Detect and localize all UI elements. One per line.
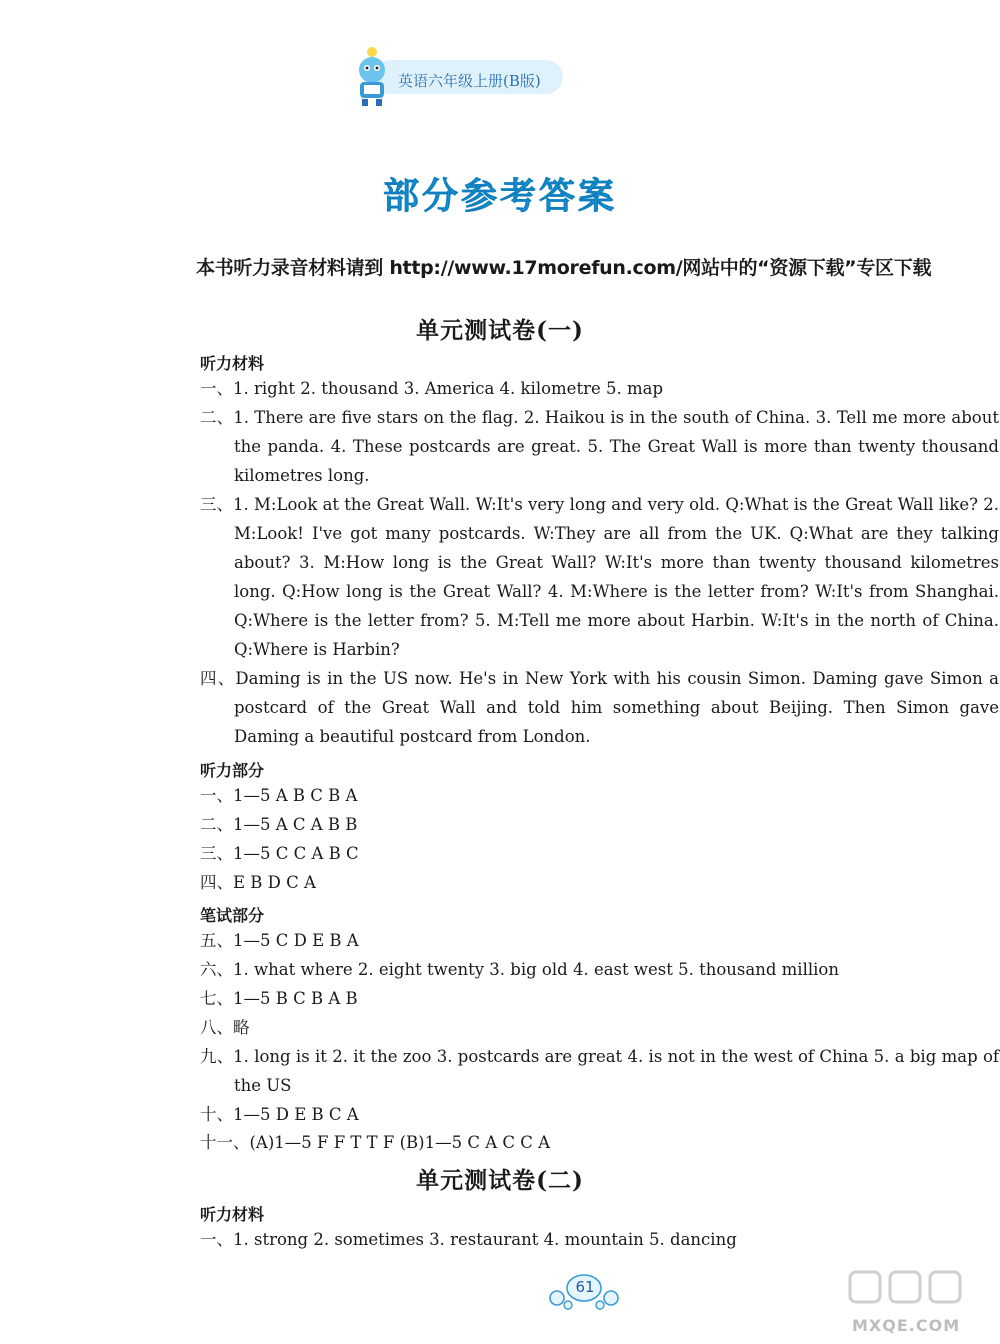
unit1-wp-item-11: 十一、(A)1—5 F F T T F (B)1—5 C A C C A (200, 1133, 551, 1152)
unit1-lp-item-3: 三、1—5 C C A B C (200, 844, 359, 863)
unit2-lm-item-1: 一、1. strong 2. sometimes 3. restaurant 4. mountain 5. dancing (200, 1230, 737, 1249)
unit1-lp-item-1: 一、1—5 A B C B A (200, 786, 358, 805)
unit1-lm-item-3: 三、1. M:Look at the Great Wall. W:It's very long and very old. Q:What is the Great Wall like? 2. M:Look! I've got many postcards. W:They are all from the UK. Q:What are they talking about? 3. M:How long is the Great Wall? W:It's more than twenty thousand kilometres long. Q:How long is the Great Wall? 4. M:Where is the letter from? W:It's from Shanghai. Q:Where is the letter from? 5. M:Tell me more about Harbin. W:It's in the north of China. Q:Where is Harbin? (200, 495, 999, 659)
unit1-lm-item-1: 一、1. right 2. thousand 3. America 4. kilometre 5. map (200, 379, 664, 398)
unit1-title: 单元测试卷(一) (416, 317, 584, 344)
unit1-wp-item-6: 六、1. what where 2. eight twenty 3. big old 4. east west 5. thousand million (200, 960, 839, 979)
page-number: 61 (575, 1278, 595, 1296)
download-note: 本书听力录音材料请到 http://www.17morefun.com/网站中的“资源下载”专区下载 (196, 257, 932, 279)
book-title: 英语六年级上册(B版) (398, 72, 541, 90)
unit1-listening-material-heading: 听力材料 (200, 354, 265, 373)
unit1-lm-item-2: 二、1. There are five stars on the flag. 2. Haikou is in the south of China. 3. Tell me more about the panda. 4. These postcards are great. 5. The Great Wall is more than twenty thousand kilometres long. (200, 408, 999, 485)
unit2-title: 单元测试卷(二) (416, 1167, 584, 1194)
unit1-wp-item-9: 九、1. long is it 2. it the zoo 3. postcards are great 4. is not in the west of China 5. a big map of the US (200, 1047, 999, 1095)
unit1-wp-item-5: 五、1—5 C D E B A (200, 931, 359, 950)
unit1-lm-item-4: 四、Daming is in the US now. He's in New York with his cousin Simon. Daming gave Simon a postcard of the Great Wall and told him something about Beijing. Then Simon gave Daming a beautiful postcard from London. (200, 669, 999, 746)
unit1-lp-item-4: 四、E B D C A (200, 873, 316, 892)
unit1-wp-item-8: 八、略 (200, 1018, 250, 1037)
unit1-listening-part-heading: 听力部分 (200, 761, 265, 780)
unit2-listening-material-heading: 听力材料 (200, 1205, 265, 1224)
unit1-written-part-heading: 笔试部分 (200, 906, 265, 925)
watermark-text: MXQE.COM (852, 1316, 961, 1335)
mascot-icon (352, 44, 392, 108)
unit1-lp-item-2: 二、1—5 A C A B B (200, 815, 358, 834)
unit1-wp-item-7: 七、1—5 B C B A B (200, 989, 358, 1008)
unit1-wp-item-10: 十、1—5 D E B C A (200, 1105, 359, 1124)
page-title: 部分参考答案 (382, 176, 617, 217)
